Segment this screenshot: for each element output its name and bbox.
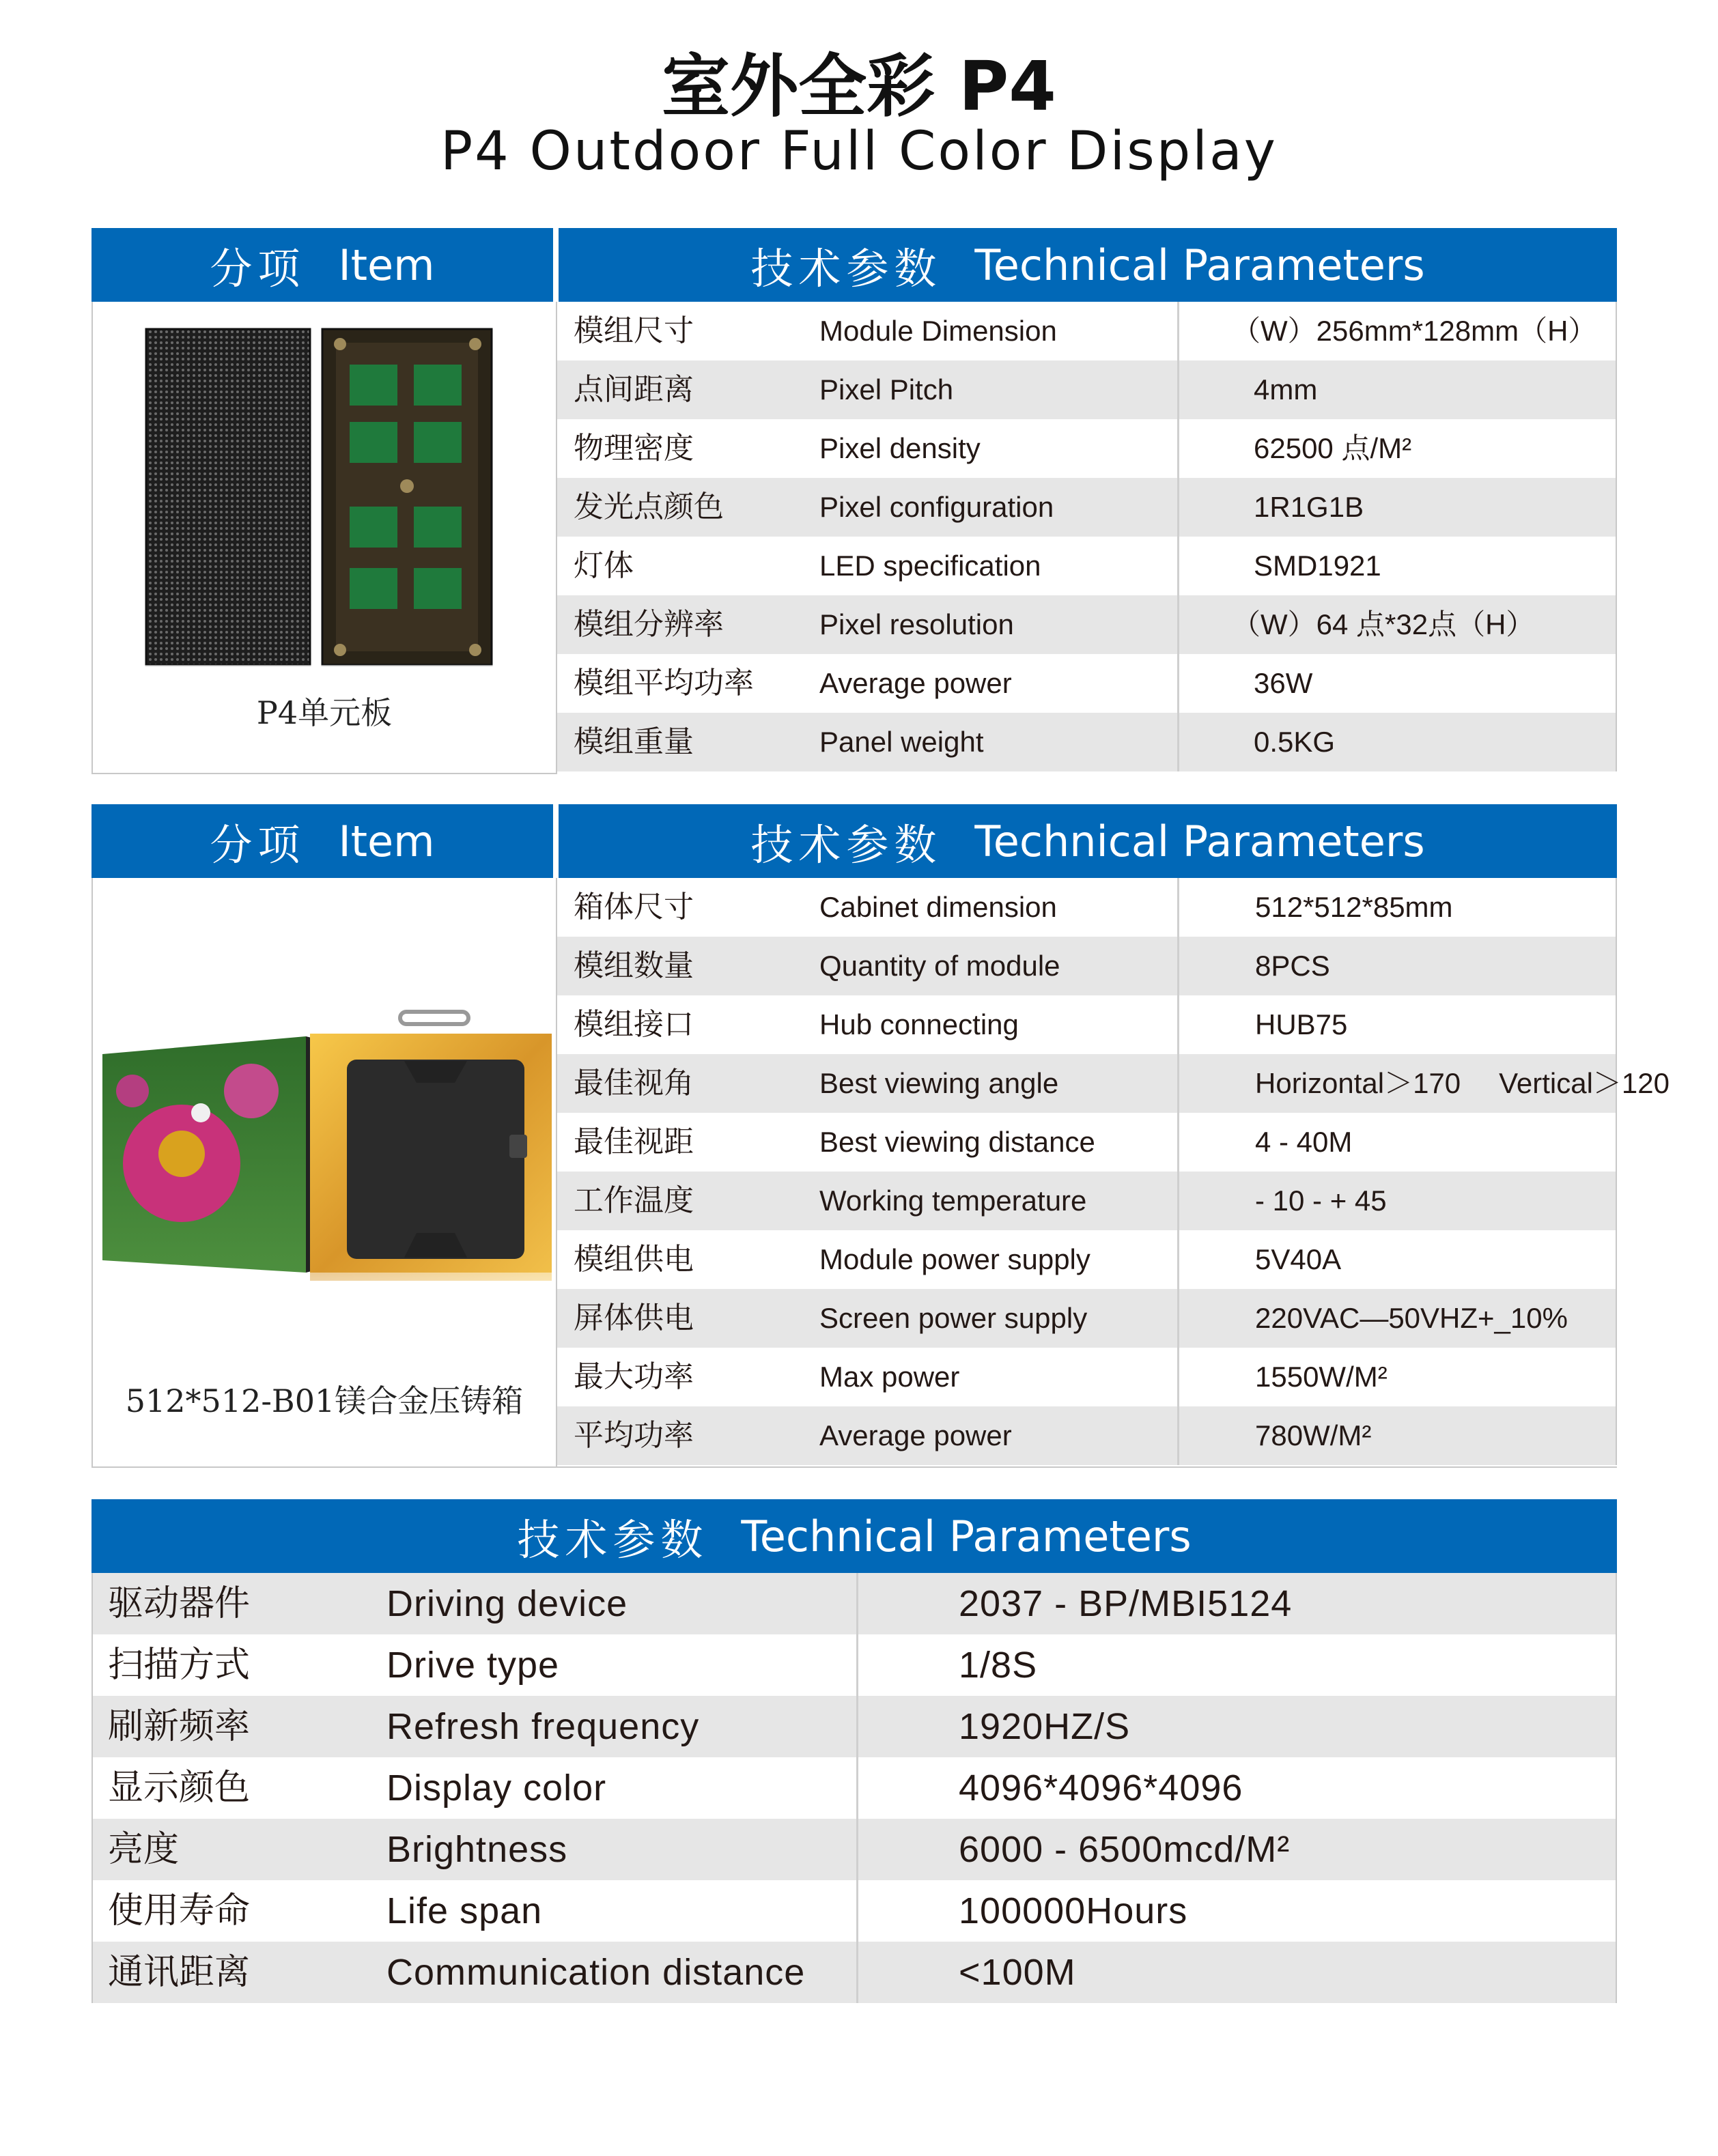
param-value: 100000Hours bbox=[959, 1890, 1188, 1931]
module-image-cell bbox=[91, 302, 557, 774]
param-row bbox=[557, 654, 1617, 713]
param-en: LED specification bbox=[819, 550, 1041, 582]
param-cn: 发光点颜色 bbox=[574, 490, 724, 524]
module-image-caption: P4单元板 bbox=[256, 694, 393, 731]
column-divider bbox=[1177, 1406, 1179, 1465]
param-value: 4096*4096*4096 bbox=[959, 1768, 1243, 1809]
param-cn: 屏体供电 bbox=[574, 1301, 694, 1335]
section-module bbox=[91, 228, 1617, 774]
param-row bbox=[557, 419, 1617, 478]
param-value: （W）256mm*128mm（H） bbox=[1232, 315, 1597, 347]
param-row bbox=[557, 478, 1617, 537]
param-cn: 模组分辨率 bbox=[574, 607, 724, 642]
param-value: 8PCS bbox=[1255, 950, 1330, 982]
param-row bbox=[557, 360, 1617, 419]
param-en: Pixel configuration bbox=[819, 491, 1054, 523]
param-row bbox=[91, 1819, 1617, 1880]
column-divider bbox=[1177, 1348, 1179, 1406]
column-divider bbox=[856, 1696, 858, 1757]
param-cn: 工作温度 bbox=[574, 1183, 694, 1218]
param-row bbox=[557, 878, 1617, 937]
param-value: （W）64 点*32点（H） bbox=[1232, 608, 1535, 640]
param-en: Best viewing distance bbox=[819, 1126, 1095, 1158]
param-value: 220VAC—50VHZ+_10% bbox=[1255, 1302, 1568, 1334]
param-value: <100M bbox=[959, 1952, 1076, 1993]
param-cn: 模组接口 bbox=[574, 1007, 694, 1042]
page-title-en: P4 Outdoor Full Color Display bbox=[440, 121, 1278, 182]
cabinet-image bbox=[93, 878, 556, 1329]
param-value: 1550W/M² bbox=[1255, 1361, 1388, 1393]
column-divider bbox=[1177, 878, 1179, 937]
param-value: 1/8S bbox=[959, 1645, 1038, 1686]
param-en: Hub connecting bbox=[819, 1008, 1019, 1040]
param-cn: 通讯距离 bbox=[108, 1952, 251, 1993]
param-cn: 刷新频率 bbox=[108, 1706, 251, 1747]
header-params bbox=[91, 1499, 1617, 1573]
param-cn: 模组重量 bbox=[574, 724, 694, 759]
param-cn: 最佳视角 bbox=[574, 1066, 694, 1101]
table-bottom-border bbox=[91, 1466, 1617, 1468]
header-item bbox=[91, 228, 556, 302]
param-value: 5V40A bbox=[1255, 1243, 1342, 1275]
param-en: Pixel Pitch bbox=[819, 373, 954, 406]
param-en: Pixel density bbox=[819, 432, 981, 464]
param-row bbox=[91, 1696, 1617, 1757]
param-value: 4 - 40M bbox=[1255, 1126, 1353, 1158]
header-item-cn: 分项 bbox=[210, 819, 306, 870]
param-value: SMD1921 bbox=[1254, 550, 1381, 582]
column-divider bbox=[1177, 419, 1179, 478]
param-value: 4mm bbox=[1254, 373, 1318, 406]
section-cabinet bbox=[91, 804, 1670, 1468]
column-divider bbox=[856, 1757, 858, 1819]
param-cn: 显示颜色 bbox=[108, 1768, 251, 1809]
header-params-cn: 技术参数 bbox=[517, 1514, 709, 1565]
param-cn: 点间距离 bbox=[574, 372, 694, 407]
column-divider bbox=[1177, 302, 1179, 360]
param-value: 780W/M² bbox=[1255, 1419, 1372, 1451]
param-en: Max power bbox=[819, 1361, 960, 1393]
param-row bbox=[557, 995, 1617, 1054]
param-row bbox=[91, 1634, 1617, 1696]
param-value: 6000 - 6500mcd/M² bbox=[959, 1829, 1291, 1870]
param-cn: 模组尺寸 bbox=[574, 313, 694, 348]
column-divider bbox=[856, 1880, 858, 1942]
param-en: Driving device bbox=[386, 1583, 628, 1624]
column-divider bbox=[1177, 1113, 1179, 1172]
column-divider bbox=[1177, 1054, 1179, 1113]
param-en: Drive type bbox=[386, 1645, 560, 1686]
header-params-cn: 技术参数 bbox=[750, 819, 942, 870]
header-item-cn: 分项 bbox=[210, 243, 306, 294]
param-row bbox=[91, 1573, 1617, 1634]
header-params-en: Technical Parameters bbox=[741, 1511, 1192, 1561]
param-value: 2037 - BP/MBI5124 bbox=[959, 1583, 1293, 1624]
header-params bbox=[559, 228, 1617, 302]
header-params-en: Technical Parameters bbox=[974, 816, 1425, 866]
param-cn: 箱体尺寸 bbox=[574, 890, 694, 924]
header-item bbox=[91, 804, 556, 878]
header-params bbox=[559, 804, 1617, 878]
param-row bbox=[557, 537, 1617, 595]
param-value: 512*512*85mm bbox=[1255, 891, 1453, 923]
param-cn: 驱动器件 bbox=[108, 1583, 251, 1624]
param-value: 62500 点/M² bbox=[1254, 432, 1412, 464]
column-divider bbox=[1177, 995, 1179, 1054]
param-row bbox=[557, 302, 1617, 360]
column-divider bbox=[856, 1942, 858, 2003]
param-row bbox=[557, 713, 1617, 771]
param-en: Cabinet dimension bbox=[819, 891, 1057, 923]
param-en: Brightness bbox=[386, 1829, 568, 1870]
header-params-cn: 技术参数 bbox=[750, 243, 942, 294]
param-row bbox=[557, 1406, 1617, 1465]
header-item-en: Item bbox=[338, 240, 435, 290]
param-value: - 10 - + 45 bbox=[1255, 1185, 1387, 1217]
column-divider bbox=[856, 1634, 858, 1696]
viewing-angle-horizontal: Horizontal＞170 bbox=[1255, 1067, 1461, 1099]
section-technical bbox=[91, 1499, 1617, 2003]
param-cn: 使用寿命 bbox=[108, 1890, 251, 1931]
column-divider bbox=[1177, 478, 1179, 537]
param-value bbox=[1255, 1054, 1670, 1113]
param-value: HUB75 bbox=[1255, 1008, 1348, 1040]
param-cn: 模组数量 bbox=[574, 948, 694, 983]
param-cn: 模组供电 bbox=[574, 1242, 694, 1277]
column-divider bbox=[856, 1573, 858, 1634]
param-en: Panel weight bbox=[819, 726, 984, 758]
param-en: Average power bbox=[819, 667, 1012, 699]
param-cn: 扫描方式 bbox=[108, 1645, 251, 1686]
param-value: 0.5KG bbox=[1254, 726, 1336, 758]
param-en: Refresh frequency bbox=[386, 1706, 700, 1747]
column-divider bbox=[1177, 360, 1179, 419]
param-row bbox=[557, 1113, 1617, 1172]
param-value: 1R1G1B bbox=[1254, 491, 1364, 523]
column-divider bbox=[856, 1819, 858, 1880]
param-row bbox=[91, 1757, 1617, 1819]
param-en: Screen power supply bbox=[819, 1302, 1088, 1334]
column-divider bbox=[1177, 713, 1179, 771]
param-cn: 最大功率 bbox=[574, 1359, 694, 1394]
param-row bbox=[557, 1289, 1617, 1348]
column-divider bbox=[1177, 654, 1179, 713]
param-row bbox=[557, 1230, 1617, 1289]
module-image bbox=[93, 302, 556, 684]
param-cn: 最佳视距 bbox=[574, 1124, 694, 1159]
column-divider bbox=[1177, 1289, 1179, 1348]
param-en: Module Dimension bbox=[819, 315, 1057, 347]
column-divider bbox=[1177, 595, 1179, 654]
param-cn: 亮度 bbox=[108, 1829, 180, 1870]
param-cn: 物理密度 bbox=[574, 431, 694, 466]
param-cn: 模组平均功率 bbox=[574, 666, 754, 700]
column-divider bbox=[1177, 1230, 1179, 1289]
page-title-cn: 室外全彩 P4 bbox=[662, 46, 1056, 126]
param-row bbox=[91, 1880, 1617, 1942]
column-divider bbox=[1177, 1172, 1179, 1230]
header-item-en: Item bbox=[338, 816, 435, 866]
param-value: 1920HZ/S bbox=[959, 1706, 1131, 1747]
param-row bbox=[557, 937, 1617, 995]
param-en: Working temperature bbox=[819, 1185, 1087, 1217]
cabinet-image-caption: 512*512-B01镁合金压铸箱 bbox=[125, 1382, 524, 1419]
cabinet-image-cell bbox=[91, 878, 557, 1468]
param-row bbox=[557, 1172, 1617, 1230]
param-en: Display color bbox=[386, 1768, 607, 1809]
param-value: 36W bbox=[1254, 667, 1313, 699]
param-en: Average power bbox=[819, 1419, 1012, 1451]
viewing-angle-vertical: Vertical＞120 bbox=[1499, 1067, 1670, 1099]
param-row bbox=[557, 1348, 1617, 1406]
param-en: Life span bbox=[386, 1890, 543, 1931]
param-row bbox=[557, 1054, 1670, 1113]
param-en: Communication distance bbox=[386, 1952, 806, 1993]
param-cn: 灯体 bbox=[574, 548, 634, 583]
param-row bbox=[91, 1942, 1617, 2003]
param-row bbox=[557, 595, 1617, 654]
param-en: Module power supply bbox=[819, 1243, 1090, 1275]
header-params-en: Technical Parameters bbox=[974, 240, 1425, 290]
column-divider bbox=[1177, 537, 1179, 595]
param-en: Quantity of module bbox=[819, 950, 1060, 982]
param-en: Best viewing angle bbox=[819, 1067, 1059, 1099]
param-cn: 平均功率 bbox=[574, 1418, 694, 1453]
column-divider bbox=[1177, 937, 1179, 995]
param-en: Pixel resolution bbox=[819, 608, 1014, 640]
